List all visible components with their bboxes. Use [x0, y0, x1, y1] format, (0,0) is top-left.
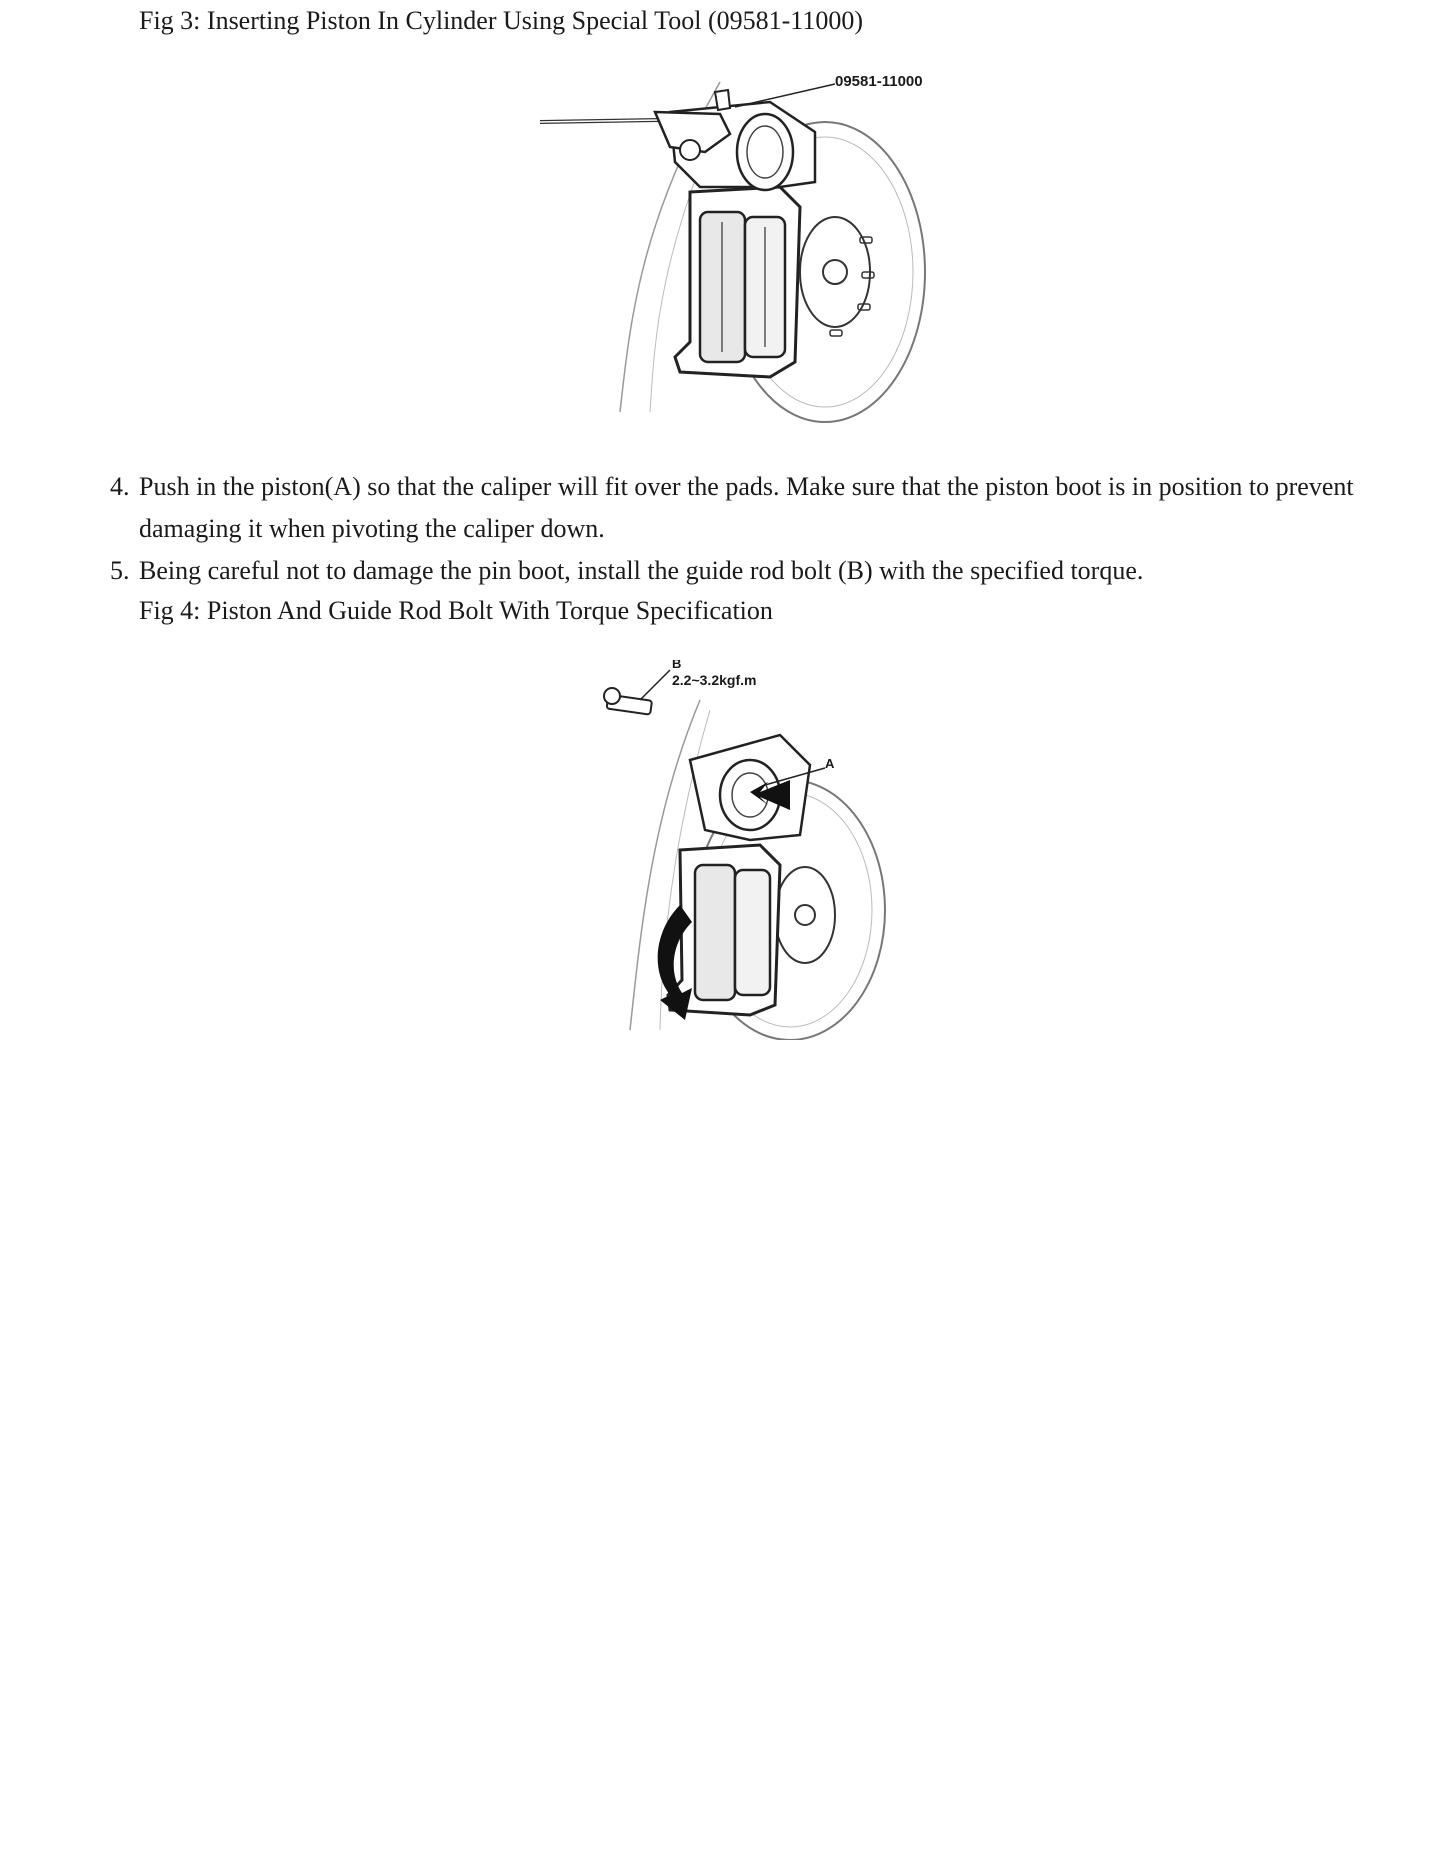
step-5-number: 5. [110, 556, 130, 585]
figure-4-illustration [600, 660, 900, 1040]
step-5-text: Being careful not to damage the pin boot, install the guide rod bolt (B) with the specified torque. [139, 556, 1144, 585]
step-4 [0, 466, 1445, 550]
step-4-number: 4. [110, 472, 130, 501]
torque-spec-label: 2.2~3.2kgf.m [672, 672, 757, 688]
step-4-text: Push in the piston(A) so that the caliper will fit over the pads. Make sure that the piston boot is in position to prevent damaging it when pivoting the caliper down. [139, 472, 1354, 543]
figure-3-illustration [530, 72, 970, 432]
procedure-steps [0, 466, 1445, 592]
figure-4-caption: Fig 4: Piston And Guide Rod Bolt With Torque Specification [139, 596, 773, 625]
tool-part-number-label: 09581-11000 [835, 73, 923, 90]
piston-a-label: A [825, 756, 835, 771]
bolt-b-label: B [672, 660, 682, 671]
step-5 [0, 550, 1445, 592]
figure-3-caption: Fig 3: Inserting Piston In Cylinder Using Special Tool (09581-11000) [139, 6, 863, 35]
